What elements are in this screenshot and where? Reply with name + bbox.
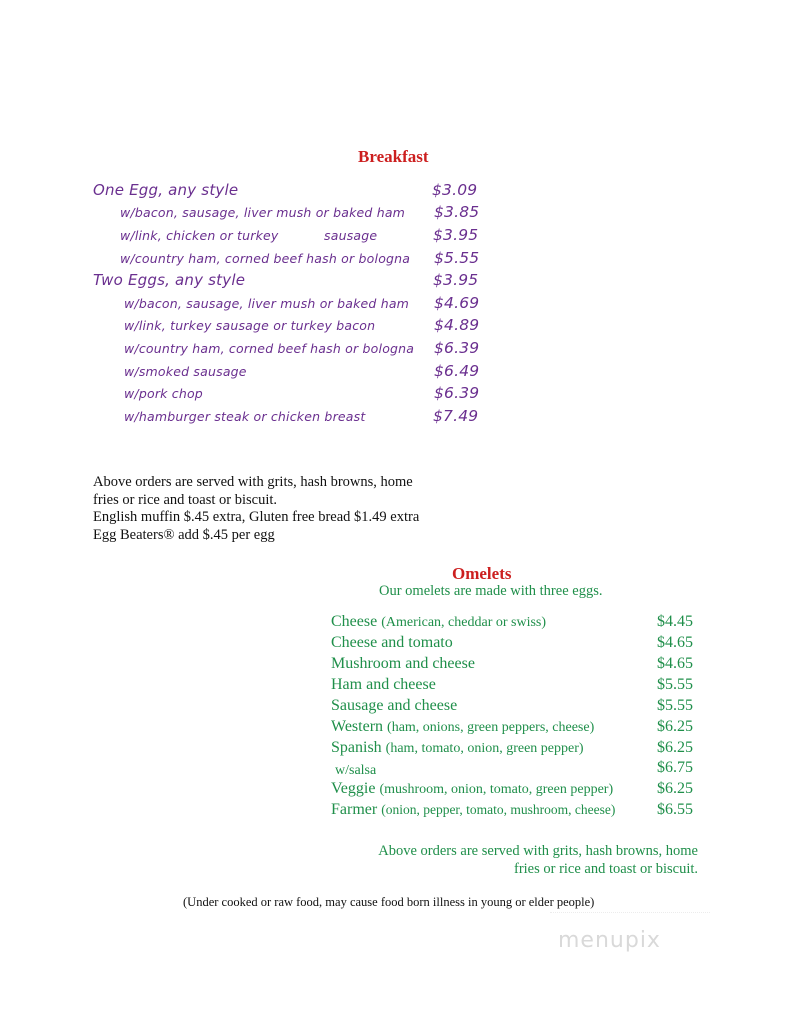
omelet-row	[331, 613, 546, 631]
breakfast-item-label: w/country ham, corned beef hash or bologna	[124, 341, 415, 356]
breakfast-item-price: $7.49	[433, 407, 479, 425]
omelet-desc: w/salsa	[335, 763, 377, 778]
omelet-name: Sausage and cheese	[331, 697, 458, 714]
breakfast-item-price: $6.39	[434, 339, 480, 357]
omelet-row	[331, 780, 613, 798]
omelet-row	[331, 676, 436, 694]
omelet-price: $6.25	[657, 718, 693, 735]
breakfast-notes	[93, 474, 419, 544]
omelet-price: $5.55	[657, 676, 693, 693]
food-safety-disclaimer: (Under cooked or raw food, may cause food born illness in young or elder people)	[183, 895, 595, 909]
omelet-price: $4.45	[657, 613, 693, 630]
omelet-name: Mushroom and cheese	[331, 655, 475, 672]
breakfast-item-label: w/hamburger steak or chicken breast	[124, 409, 366, 424]
note-line: Above orders are served with grits, hash browns, home	[93, 474, 413, 490]
omelets-notes	[300, 842, 698, 878]
omelet-name: Farmer	[331, 801, 378, 818]
menupix-watermark: menupix	[558, 928, 661, 953]
omelet-name: Cheese and tomato	[331, 634, 453, 651]
breakfast-item-label: w/link, chicken or turkey	[120, 228, 279, 243]
breakfast-item-label: w/bacon, sausage, liver mush or baked ham	[120, 205, 406, 220]
note-line: English muffin $.45 extra, Gluten free bread $1.49 extra	[93, 509, 420, 525]
omelet-name: Western	[331, 718, 384, 735]
breakfast-item-label: w/link, turkey sausage or turkey bacon	[124, 318, 376, 333]
omelet-price: $6.75	[657, 759, 693, 776]
omelet-name: Ham and cheese	[331, 676, 436, 693]
omelet-price: $4.65	[657, 655, 693, 672]
omelet-row	[331, 634, 453, 652]
breakfast-item-label: w/pork chop	[124, 386, 203, 401]
omelet-desc: (onion, pepper, tomato, mushroom, cheese)	[381, 802, 616, 817]
breakfast-item-label: w/bacon, sausage, liver mush or baked ham	[124, 296, 410, 311]
omelet-row	[331, 801, 615, 819]
breakfast-item-price: $6.39	[434, 384, 480, 402]
omelet-desc: (American, cheddar or swiss)	[381, 615, 547, 630]
breakfast-item-price: $3.85	[434, 203, 480, 221]
omelet-desc: (mushroom, onion, tomato, green pepper)	[379, 782, 614, 797]
omelet-desc: (ham, tomato, onion, green pepper)	[385, 741, 584, 756]
breakfast-item-label: w/smoked sausage	[124, 364, 247, 379]
breakfast-item-price: $3.09	[432, 181, 478, 199]
breakfast-item-price: $3.95	[433, 226, 479, 244]
note-line: Above orders are served with grits, hash browns, home	[378, 843, 698, 859]
breakfast-item-label: w/country ham, corned beef hash or bologna	[120, 251, 411, 266]
breakfast-title: Breakfast	[358, 147, 429, 166]
omelet-price: $6.55	[657, 801, 693, 818]
omelet-price: $4.65	[657, 634, 693, 651]
omelet-price: $6.25	[657, 739, 693, 756]
breakfast-item-label: One Egg, any style	[93, 181, 239, 199]
omelets-title: Omelets	[452, 564, 512, 583]
omelet-price: $5.55	[657, 697, 693, 714]
note-line: fries or rice and toast or biscuit.	[93, 491, 278, 508]
breakfast-item-price: $3.95	[433, 271, 479, 289]
breakfast-item-price: $6.49	[434, 362, 480, 380]
breakfast-item-price: $4.69	[434, 294, 480, 312]
breakfast-item-label: Two Eggs, any style	[93, 271, 246, 289]
omelet-row	[331, 697, 457, 715]
omelets-subtitle: Our omelets are made with three eggs.	[379, 583, 603, 599]
omelet-row	[331, 718, 594, 736]
omelet-desc: (ham, onions, green peppers, cheese)	[387, 720, 595, 735]
breakfast-item-label-cont: sausage	[324, 228, 378, 243]
omelet-row	[335, 761, 376, 779]
note-line: Egg Beaters® add $.45 per egg	[93, 526, 275, 543]
omelet-name: Veggie	[331, 780, 376, 797]
note-line: fries or rice and toast or biscuit.	[513, 861, 698, 877]
omelet-name: Spanish	[331, 739, 382, 756]
breakfast-item-price: $4.89	[434, 316, 480, 334]
omelet-row	[331, 739, 584, 757]
omelet-row	[331, 655, 475, 673]
breakfast-item-price: $5.55	[434, 249, 480, 267]
omelet-price: $6.25	[657, 780, 693, 797]
omelet-name: Cheese	[331, 613, 378, 630]
